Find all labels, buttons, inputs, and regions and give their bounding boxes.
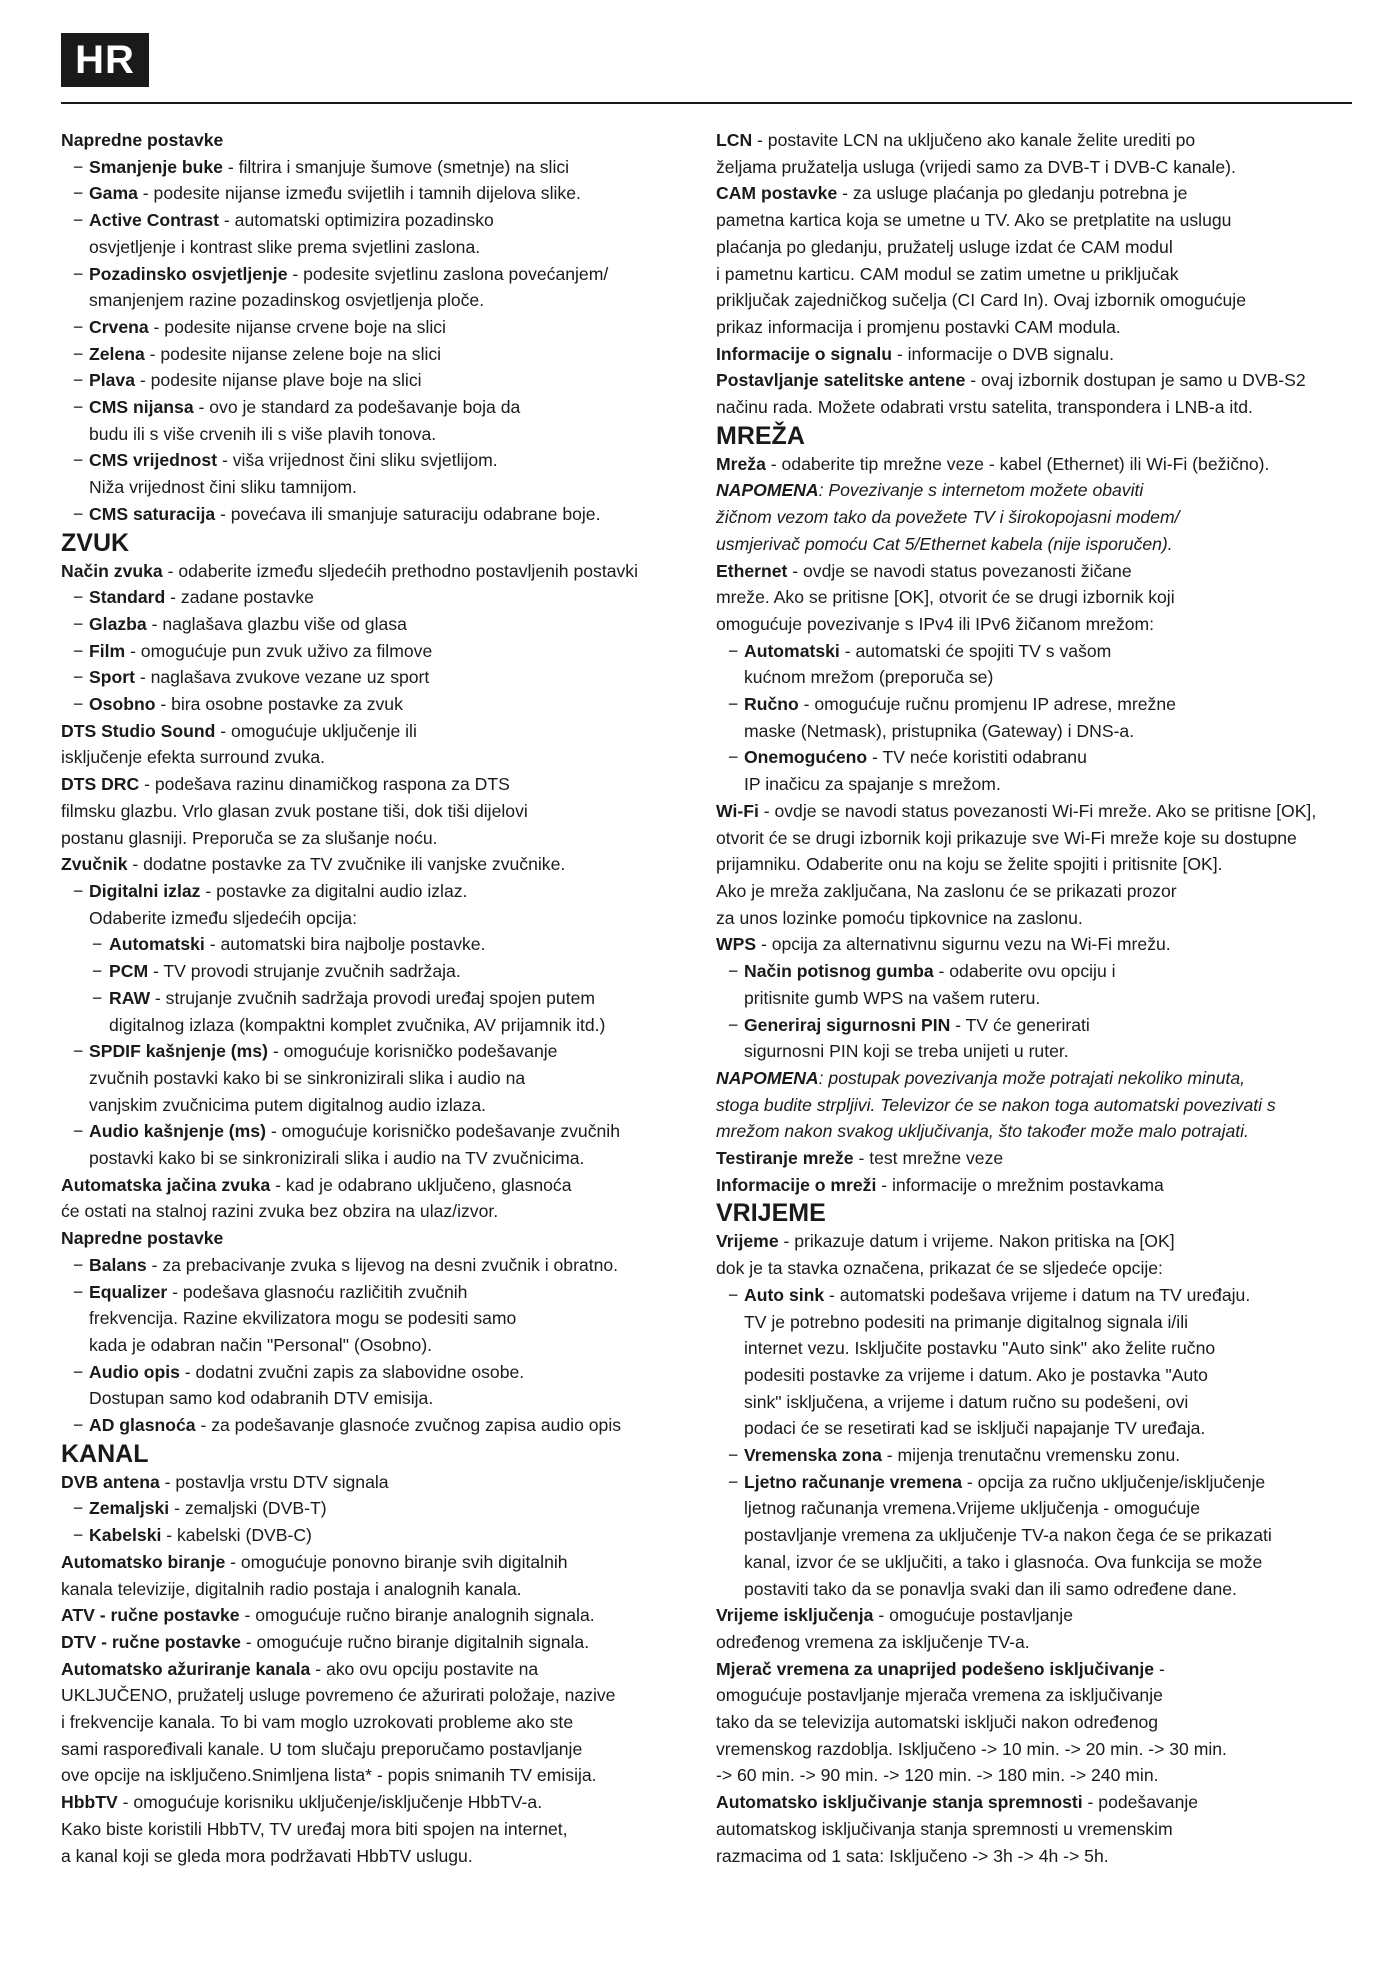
hbbtv-cont: a kanal koji se gleda mora podržavati HbbTV uslugu.	[61, 1845, 473, 1866]
atv-manual-line: ATV - ručne postavke - omogućuje ručno biranje analognih signala.	[61, 1605, 595, 1626]
time-option-cont: TV je potrebno podesiti na primanje digitalnog signala i/ili	[744, 1311, 1189, 1332]
advanced-sound-item: − Equalizer - podešava glasnoću različitih zvučnih	[61, 1279, 701, 1306]
ethernet-option-cont: kućnom mrežom (preporuča se)	[744, 667, 994, 688]
sleep-timer-cont: vremenskog razdoblja. Isključeno -> 10 min. -> 20 min. -> 30 min.	[716, 1738, 1227, 1759]
avl-line-2: će ostati na stalnoj razini zvuka bez obzira na ulaz/izvor.	[61, 1201, 499, 1222]
sound-mode-item: − Glazba - naglašava glazbu više od glasa	[61, 611, 701, 638]
picture-setting-item: − Zelena - podesite nijanse zelene boje na slici	[61, 341, 701, 368]
dvb-antenna-line: DVB antena - postavlja vrstu DTV signala	[61, 1471, 389, 1492]
picture-setting-item: − Active Contrast - automatski optimizira pozadinsko	[61, 207, 701, 234]
off-time-line: Vrijeme isključenja - omogućuje postavljanje	[716, 1605, 1073, 1626]
channel-update-cont: i frekvencije kanala. To bi vam moglo uzrokovati probleme ako ste	[61, 1712, 574, 1733]
sound-mode-item: − Film - omogućuje pun zvuk uživo za filmove	[61, 638, 701, 665]
time-option: − Ljetno računanje vremena - opcija za ručno uključenje/isključenje	[716, 1469, 1356, 1496]
picture-setting-item-cont: osvjetljenje i kontrast slike prema svjetlini zaslona.	[89, 236, 481, 257]
connection-note-cont: stoga budite strpljivi. Televizor će se nakon toga automatski povezivati s	[716, 1094, 1276, 1115]
advanced-sound-item: − AD glasnoća - za podešavanje glasnoće zvučnog zapisa audio opis	[61, 1412, 701, 1439]
advanced-sound-item: − Balans - za prebacivanje zvuka s lijevog na desni zvučnik i obratno.	[61, 1252, 701, 1279]
advanced-sound-heading: Napredne postavke	[61, 1228, 224, 1249]
wifi-cont: otvorit će se drugi izbornik koji prikazuje sve Wi-Fi mreže koje su dostupne	[716, 827, 1297, 848]
channel-update-cont: UKLJUČENO, pružatelj usluge povremeno će ažurirati položaje, nazive	[61, 1685, 616, 1706]
network-test-line: Testiranje mreže - test mrežne veze	[716, 1148, 1004, 1169]
digital-output-cont: Odaberite između sljedećih opcija:	[89, 907, 357, 928]
dts-studio-line: DTS Studio Sound - omogućuje uključenje ili	[61, 720, 417, 741]
satellite-line: Postavljanje satelitske antene - ovaj izbornik dostupan je samo u DVB-S2	[716, 370, 1306, 391]
signal-info-line: Informacije o signalu - informacije o DVB signalu.	[716, 343, 1114, 364]
picture-setting-item: − Pozadinsko osvjetljenje - podesite svjetlinu zaslona povećanjem/	[61, 261, 701, 288]
picture-setting-item: − CMS saturacija - povećava ili smanjuje saturaciju odabrane boje.	[61, 501, 701, 528]
avl-line: Automatska jačina zvuka - kad je odabrano uključeno, glasnoća	[61, 1174, 572, 1195]
wps-line: WPS - opcija za alternativnu sigurnu vezu na Wi-Fi mrežu.	[716, 934, 1171, 955]
channel-update-cont: sami raspoređivali kanale. U tom slučaju preporučamo postavljanje	[61, 1738, 583, 1759]
time-option-cont: sink" isključena, a vrijeme i datum ručno su podešeni, ovi	[744, 1391, 1189, 1412]
time-option-cont: ljetnog računanja vremena.Vrijeme uključenja - omogućuje	[744, 1498, 1201, 1519]
time-option-cont: podaci će se resetirati kad se isključi napajanje TV uređaja.	[744, 1418, 1206, 1439]
digital-output-line: − Digitalni izlaz - postavke za digitalni audio izlaz.	[61, 878, 701, 905]
time-line-2: dok je ta stavka označena, prikazat će se sljedeće opcije:	[716, 1258, 1163, 1279]
time-option-cont: postavljanje vremena za uključenje TV-a nakon čega će se prikazati	[744, 1525, 1272, 1546]
auto-tuning-line: Automatsko biranje - omogućuje ponovno biranje svih digitalnih	[61, 1551, 568, 1572]
advanced-sound-item-cont: Dostupan samo kod odabranih DTV emisija.	[89, 1388, 434, 1409]
cam-cont: pametna kartica koja se umetne u TV. Ako se pretplatite na uslugu	[716, 210, 1232, 231]
speaker-line: Zvučnik - dodatne postavke za TV zvučnike ili vanjske zvučnike.	[61, 854, 566, 875]
time-line: Vrijeme - prikazuje datum i vrijeme. Nakon pritiska na [OK]	[716, 1231, 1175, 1252]
picture-setting-item-cont: smanjenjem razine pozadinskog osvjetljenja ploče.	[89, 290, 485, 311]
network-note-cont: usmjerivač pomoću Cat 5/Ethernet kabela (nije isporučen).	[716, 533, 1173, 554]
channel-update-line: Automatsko ažuriranje kanala - ako ovu opciju postavite na	[61, 1658, 539, 1679]
picture-setting-item: − CMS vrijednost - viša vrijednost čini sliku svjetlijom.	[61, 447, 701, 474]
cam-cont: prikaz informacija i promjenu postavki CAM modula.	[716, 316, 1121, 337]
auto-standby-cont: razmacima od 1 sata: Isključeno -> 3h -> 4h -> 5h.	[716, 1845, 1109, 1866]
time-option: − Auto sink - automatski podešava vrijeme i datum na TV uređaju.	[716, 1282, 1356, 1309]
audio-delay-cont: postavki kako bi se sinkronizirali slika i audio na TV zvučnicima.	[89, 1148, 585, 1169]
advanced-sound-item: − Audio opis - dodatni zvučni zapis za slabovidne osobe.	[61, 1359, 701, 1386]
lcn-line: LCN - postavite LCN na uključeno ako kanale želite urediti po	[716, 130, 1196, 150]
sound-mode-line: Način zvuka - odaberite između sljedećih prethodno postavljenih postavki	[61, 560, 639, 581]
wps-options	[716, 958, 1356, 1065]
hbbtv-cont: Kako biste koristili HbbTV, TV uređaj mora biti spojen na internet,	[61, 1818, 568, 1839]
connection-note: NAPOMENA: postupak povezivanja može potrajati nekoliko minuta,	[716, 1067, 1246, 1088]
advanced-sound-item-cont: frekvencija. Razine ekvilizatora mogu se podesiti samo	[89, 1308, 517, 1329]
hbbtv-line: HbbTV - omogućuje korisniku uključenje/isključenje HbbTV-a.	[61, 1792, 543, 1813]
language-badge: HR	[61, 33, 149, 87]
time-option-cont: postaviti tako da se ponavlja svaki dan ili samo određene dane.	[744, 1578, 1237, 1599]
off-time-line-2: određenog vremena za isključenje TV-a.	[716, 1631, 1030, 1652]
ethernet-cont: mreže. Ako se pritisne [OK], otvorit će se drugi izbornik koji	[716, 587, 1175, 608]
cam-cont: priključak zajedničkog sučelja (CI Card In). Ovaj izbornik omogućuje	[716, 290, 1246, 311]
digital-output-option: − PCM - TV provodi strujanje zvučnih sadržaja.	[61, 958, 701, 985]
ethernet-option-cont: maske (Netmask), pristupnika (Gateway) i DNS-a.	[744, 720, 1135, 741]
dts-drc-line-2: filmsku glazbu. Vrlo glasan zvuk postane tiši, dok tiši dijelovi	[61, 800, 528, 821]
sound-mode-item: − Sport - naglašava zvukove vezane uz sport	[61, 664, 701, 691]
section-heading-mreza: MREŽA	[716, 421, 805, 450]
spdif-cont: zvučnih postavki kako bi se sinkronizirali slika i audio na	[89, 1067, 526, 1088]
wps-option: − Način potisnog gumba - odaberite ovu opciju i	[716, 958, 1356, 985]
cam-line: CAM postavke - za usluge plaćanja po gledanju potrebna je	[716, 183, 1188, 204]
dts-drc-line-3: postanu glasniji. Preporuča se za slušanje noću.	[61, 827, 438, 848]
network-note-cont: žičnom vezom tako da povežete TV i širokopojasni modem/	[716, 507, 1180, 528]
picture-setting-item-cont: budu ili s više crvenih ili s više plavih tonova.	[89, 423, 437, 444]
right-column	[716, 127, 1356, 1869]
advanced-sound-item-cont: kada je odabran način "Personal" (Osobno).	[89, 1334, 433, 1355]
section-heading-kanal: KANAL	[61, 1439, 149, 1468]
sleep-timer-cont: -> 60 min. -> 90 min. -> 120 min. -> 180 min. -> 240 min.	[716, 1765, 1159, 1786]
time-options	[716, 1282, 1356, 1602]
digital-output-options	[61, 931, 701, 1038]
advanced-sound-list	[61, 1252, 701, 1439]
ethernet-line: Ethernet - ovdje se navodi status povezanosti žičane	[716, 560, 1132, 581]
dvb-antenna-options	[61, 1495, 701, 1548]
auto-standby-line: Automatsko isključivanje stanja spremnosti - podešavanje	[716, 1792, 1199, 1813]
lcn-line-2: željama pružatelja usluga (vrijedi samo za DVB-T i DVB-C kanale).	[716, 156, 1236, 177]
ethernet-cont: omogućuje povezivanje s IPv4 ili IPv6 žičanom mrežom:	[716, 613, 1155, 634]
picture-setting-item-cont: Niža vrijednost čini sliku tamnijom.	[89, 477, 357, 498]
wps-option: − Generiraj sigurnosni PIN - TV će generirati	[716, 1012, 1356, 1039]
ethernet-option: − Onemogućeno - TV neće koristiti odabranu	[716, 744, 1356, 771]
dts-drc-line: DTS DRC - podešava razinu dinamičkog raspona za DTS	[61, 774, 510, 795]
section-heading-vrijeme: VRIJEME	[716, 1199, 826, 1228]
spdif-line: − SPDIF kašnjenje (ms) - omogućuje korisničko podešavanje	[61, 1038, 701, 1065]
cam-cont: plaćanja po gledanju, pružatelj usluge izdat će CAM modul	[716, 236, 1173, 257]
picture-setting-item: − Gama - podesite nijanse između svijetlih i tamnih dijelova slike.	[61, 180, 701, 207]
auto-tuning-line-2: kanala televizije, digitalnih radio postaja i analognih kanala.	[61, 1578, 522, 1599]
time-option-cont: kanal, izvor će se uključiti, a tako i glasnoća. Ova funkcija se može	[744, 1551, 1263, 1572]
sound-mode-list	[61, 584, 701, 718]
sound-mode-item: − Standard - zadane postavke	[61, 584, 701, 611]
wifi-cont: Ako je mreža zaključana, Na zaslonu će se prikazati prozor	[716, 880, 1177, 901]
digital-output-option: − Automatski - automatski bira najbolje postavke.	[61, 931, 701, 958]
picture-setting-item: − Smanjenje buke - filtrira i smanjuje šumove (smetnje) na slici	[61, 154, 701, 181]
wifi-cont: za unos lozinke pomoću tipkovnice na zaslonu.	[716, 907, 1083, 928]
audio-delay-line: − Audio kašnjenje (ms) - omogućuje korisničko podešavanje zvučnih	[61, 1118, 701, 1145]
dtv-manual-line: DTV - ručne postavke - omogućuje ručno biranje digitalnih signala.	[61, 1631, 590, 1652]
ethernet-option: − Ručno - omogućuje ručnu promjenu IP adrese, mrežne	[716, 691, 1356, 718]
network-line: Mreža - odaberite tip mrežne veze - kabel (Ethernet) ili Wi-Fi (bežično).	[716, 453, 1270, 474]
time-option-cont: internet vezu. Isključite postavku "Auto sink" ako želite ručno	[744, 1338, 1216, 1359]
network-note: NAPOMENA: Povezivanje s internetom možete obaviti	[716, 480, 1144, 501]
auto-standby-cont: automatskog isključivanja stanja spremnosti u vremenskim	[716, 1818, 1173, 1839]
advanced-picture-list	[61, 154, 701, 528]
wps-option-cont: pritisnite gumb WPS na vašem ruteru.	[744, 987, 1041, 1008]
spdif-cont: vanjskim zvučnicima putem digitalnog audio izlaza.	[89, 1094, 487, 1115]
sleep-timer-cont: omogućuje postavljanje mjerača vremena za isključivanje	[716, 1685, 1163, 1706]
sleep-timer-cont: tako da se televizija automatski isključi nakon određenog	[716, 1712, 1159, 1733]
wps-option-cont: sigurnosni PIN koji se treba unijeti u ruter.	[744, 1041, 1069, 1062]
picture-setting-item: − Crvena - podesite nijanse crvene boje na slici	[61, 314, 701, 341]
ethernet-option: − Automatski - automatski će spojiti TV s vašom	[716, 638, 1356, 665]
time-option: − Vremenska zona - mijenja trenutačnu vremensku zonu.	[716, 1442, 1356, 1469]
digital-output-option-cont: digitalnog izlaza (kompaktni komplet zvučnika, AV prijamnik itd.)	[109, 1014, 606, 1035]
section-heading-zvuk: ZVUK	[61, 528, 130, 557]
header-divider	[61, 102, 1352, 104]
picture-setting-item: − Plava - podesite nijanse plave boje na slici	[61, 367, 701, 394]
wifi-cont: prijamniku. Odaberite onu na koju se želite spojiti i pritisnite [OK].	[716, 854, 1223, 875]
picture-setting-item: − CMS nijansa - ovo je standard za podešavanje boja da	[61, 394, 701, 421]
sound-mode-item: − Osobno - bira osobne postavke za zvuk	[61, 691, 701, 718]
dts-studio-line-2: isključenje efekta surround zvuka.	[61, 747, 326, 768]
wifi-line: Wi-Fi - ovdje se navodi status povezanosti Wi-Fi mreže. Ako se pritisne [OK],	[716, 800, 1317, 821]
left-column	[61, 127, 701, 1869]
cam-cont: i pametnu karticu. CAM modul se zatim umetne u priključak	[716, 263, 1179, 284]
advanced-picture-heading: Napredne postavke	[61, 130, 224, 150]
digital-output-option: − RAW - strujanje zvučnih sadržaja provodi uređaj spojen putem	[61, 985, 701, 1012]
dvb-antenna-option: − Kabelski - kabelski (DVB-C)	[61, 1522, 701, 1549]
sleep-timer-line: Mjerač vremena za unaprijed podešeno isključivanje -	[716, 1658, 1165, 1679]
channel-update-cont: ove opcije na isključeno.Snimljena lista* - popis snimanih TV emisija.	[61, 1765, 597, 1786]
dvb-antenna-option: − Zemaljski - zemaljski (DVB-T)	[61, 1495, 701, 1522]
ethernet-option-cont: IP inačicu za spajanje s mrežom.	[744, 774, 1001, 795]
ethernet-options	[716, 638, 1356, 798]
time-option-cont: podesiti postavke za vrijeme i datum. Ako je postavka "Auto	[744, 1364, 1208, 1385]
connection-note-cont: mrežom nakon svakog uključivanja, što također može malo potrajati.	[716, 1121, 1249, 1142]
network-info-line: Informacije o mreži - informacije o mrežnim postavkama	[716, 1174, 1164, 1195]
satellite-line-2: načinu rada. Možete odabrati vrstu satelita, transpondera i LNB-a itd.	[716, 397, 1253, 418]
